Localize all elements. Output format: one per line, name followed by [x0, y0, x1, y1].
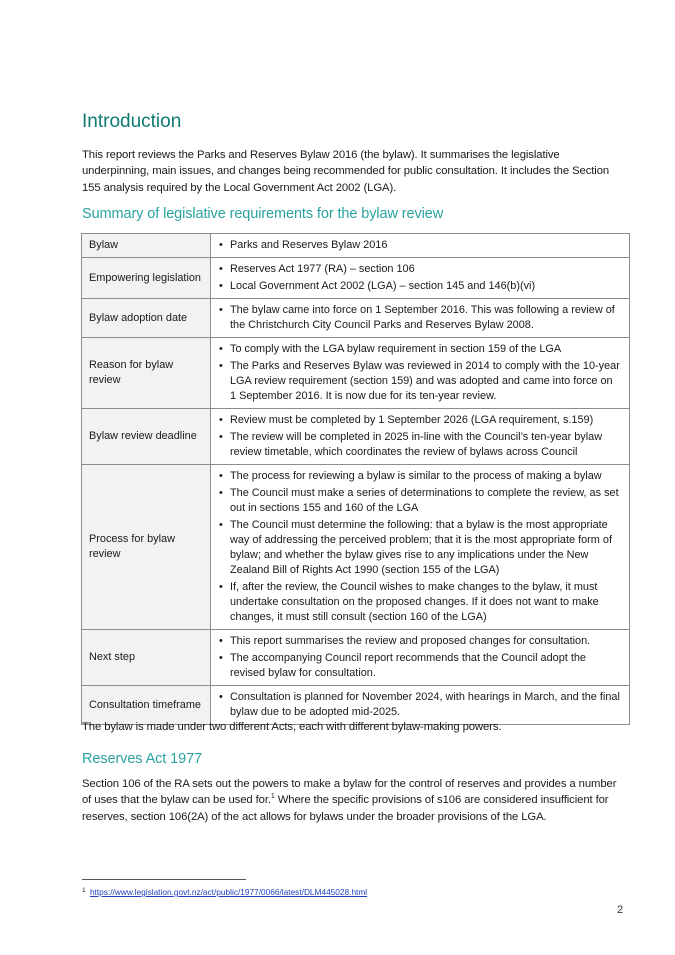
- bullet-icon: •: [219, 239, 223, 251]
- acts-intro-paragraph: The bylaw is made under two different Acts, each with different bylaw-making powers.: [82, 721, 502, 733]
- list-item: [219, 469, 621, 484]
- row-content: [211, 630, 630, 686]
- list-item-text: The accompanying Council report recommends that the Council adopt the revised bylaw for consultation.: [230, 652, 586, 679]
- footnote-separator: [82, 879, 246, 880]
- bullet-icon: •: [219, 487, 223, 499]
- bullet-list: [219, 413, 621, 460]
- bullet-icon: •: [219, 691, 223, 703]
- list-item: [219, 580, 621, 625]
- list-item-text: The Council must determine the following: that a bylaw is the most appropriate way of addressing the perceived problem; that it is the most appropriate form of bylaw; and whether the bylaw gives rise to any implications under the New Zealand Bill of Rights Act 1990 (section 155 of the LGA): [230, 519, 612, 576]
- list-item: [219, 359, 621, 404]
- list-item-text: Parks and Reserves Bylaw 2016: [230, 239, 388, 251]
- bullet-list: [219, 690, 621, 720]
- row-label: Empowering legislation: [82, 258, 211, 299]
- reserves-paragraph-part2: Where the specific provisions of s106 are considered insufficient for reserves, section 106(2A) of the act allows for bylaws under the broader provisions of the LGA.: [82, 794, 609, 823]
- list-item-text: The Parks and Reserves Bylaw was reviewed in 2014 to comply with the 10-year LGA review requirement (section 159) and was adopted and came into force on 1 September 2016. It is now due for its ten-year review.: [230, 360, 620, 402]
- bullet-list: [219, 238, 621, 253]
- row-label: Reason for bylaw review: [82, 338, 211, 409]
- bullet-icon: •: [219, 263, 223, 275]
- list-item-text: Consultation is planned for November 2024, with hearings in March, and the final bylaw due to be adopted mid-2025.: [230, 691, 620, 718]
- row-label: Bylaw adoption date: [82, 299, 211, 338]
- list-item: [219, 651, 621, 681]
- list-item: [219, 690, 621, 720]
- bullet-icon: •: [219, 280, 223, 292]
- list-item-text: The Council must make a series of determinations to complete the review, as set out in sections 155 and 160 of the LGA: [230, 487, 619, 514]
- summary-table-body: [82, 234, 630, 725]
- list-item-text: To comply with the LGA bylaw requirement in section 159 of the LGA: [230, 343, 562, 355]
- table-row: [82, 338, 630, 409]
- list-item: [219, 238, 621, 253]
- table-row: [82, 409, 630, 465]
- list-item-text: Review must be completed by 1 September 2026 (LGA requirement, s.159): [230, 414, 594, 426]
- row-label: Consultation timeframe: [82, 686, 211, 725]
- list-item-text: Local Government Act 2002 (LGA) – section 145 and 146(b)(vi): [230, 280, 536, 292]
- bullet-list: [219, 634, 621, 681]
- list-item: [219, 430, 621, 460]
- bullet-icon: •: [219, 470, 223, 482]
- list-item: [219, 342, 621, 357]
- bullet-list: [219, 342, 621, 404]
- list-item-text: Reserves Act 1977 (RA) – section 106: [230, 263, 415, 275]
- reserves-paragraph-part1: Section 106 of the RA sets out the powers to make a bylaw for the control of reserves and provides a number of uses that the bylaw can be used for.: [82, 778, 617, 807]
- footnote-reference[interactable]: 1: [270, 793, 275, 801]
- row-content: [211, 465, 630, 630]
- list-item-text: The process for reviewing a bylaw is similar to the process of making a bylaw: [230, 470, 602, 482]
- footnote: [82, 887, 367, 897]
- legislative-summary-table: [81, 233, 630, 725]
- bullet-icon: •: [219, 343, 223, 355]
- list-item: [219, 262, 621, 277]
- bullet-icon: •: [219, 304, 223, 316]
- list-item: [219, 279, 621, 294]
- page-number: 2: [617, 904, 624, 916]
- table-row: [82, 234, 630, 258]
- table-row: [82, 465, 630, 630]
- bullet-icon: •: [219, 519, 223, 531]
- bullet-icon: •: [219, 652, 223, 664]
- bullet-icon: •: [219, 414, 223, 426]
- list-item-text: The review will be completed in 2025 in-line with the Council’s ten-year bylaw review timetable, which coordinates the review of bylaws across Council: [230, 431, 603, 458]
- list-item: [219, 518, 621, 578]
- row-content: [211, 409, 630, 465]
- row-content: [211, 234, 630, 258]
- reserves-act-heading: Reserves Act 1977: [82, 751, 203, 767]
- footnote-number: 1: [82, 887, 86, 894]
- reserves-act-paragraph: [82, 776, 622, 825]
- bullet-icon: •: [219, 360, 223, 372]
- bullet-icon: •: [219, 581, 223, 593]
- list-item-text: If, after the review, the Council wishes to make changes to the bylaw, it must undertake consultation on the proposed changes. If it does not want to make changes, it must still consult (section 160 of the LGA): [230, 581, 599, 623]
- bullet-icon: •: [219, 635, 223, 647]
- bullet-list: [219, 262, 621, 294]
- row-content: [211, 338, 630, 409]
- row-label: Next step: [82, 630, 211, 686]
- bullet-icon: •: [219, 431, 223, 443]
- table-row: [82, 630, 630, 686]
- introduction-heading: Introduction: [82, 111, 182, 132]
- table-row: [82, 299, 630, 338]
- bullet-list: [219, 303, 621, 333]
- list-item-text: This report summarises the review and proposed changes for consultation.: [230, 635, 591, 647]
- footnote-link[interactable]: https://www.legislation.govt.nz/act/public/1977/0066/latest/DLM445028.html: [89, 887, 368, 897]
- summary-heading: Summary of legislative requirements for the bylaw review: [82, 206, 444, 222]
- list-item: [219, 413, 621, 428]
- row-content: [211, 299, 630, 338]
- bullet-list: [219, 469, 621, 625]
- table-row: [82, 258, 630, 299]
- row-content: [211, 258, 630, 299]
- row-label: Bylaw review deadline: [82, 409, 211, 465]
- introduction-paragraph: This report reviews the Parks and Reserves Bylaw 2016 (the bylaw). It summarises the legislative underpinning, main issues, and changes being recommended for public consultation. It includes the Section 155 analysis required by the Local Government Act 2002 (LGA).: [82, 149, 610, 194]
- list-item-text: The bylaw came into force on 1 September 2016. This was following a review of the Christchurch City Council Parks and Reserves Bylaw 2008.: [230, 304, 615, 331]
- list-item: [219, 634, 621, 649]
- list-item: [219, 486, 621, 516]
- list-item: [219, 303, 621, 333]
- row-label: Bylaw: [82, 234, 211, 258]
- row-label: Process for bylaw review: [82, 465, 211, 630]
